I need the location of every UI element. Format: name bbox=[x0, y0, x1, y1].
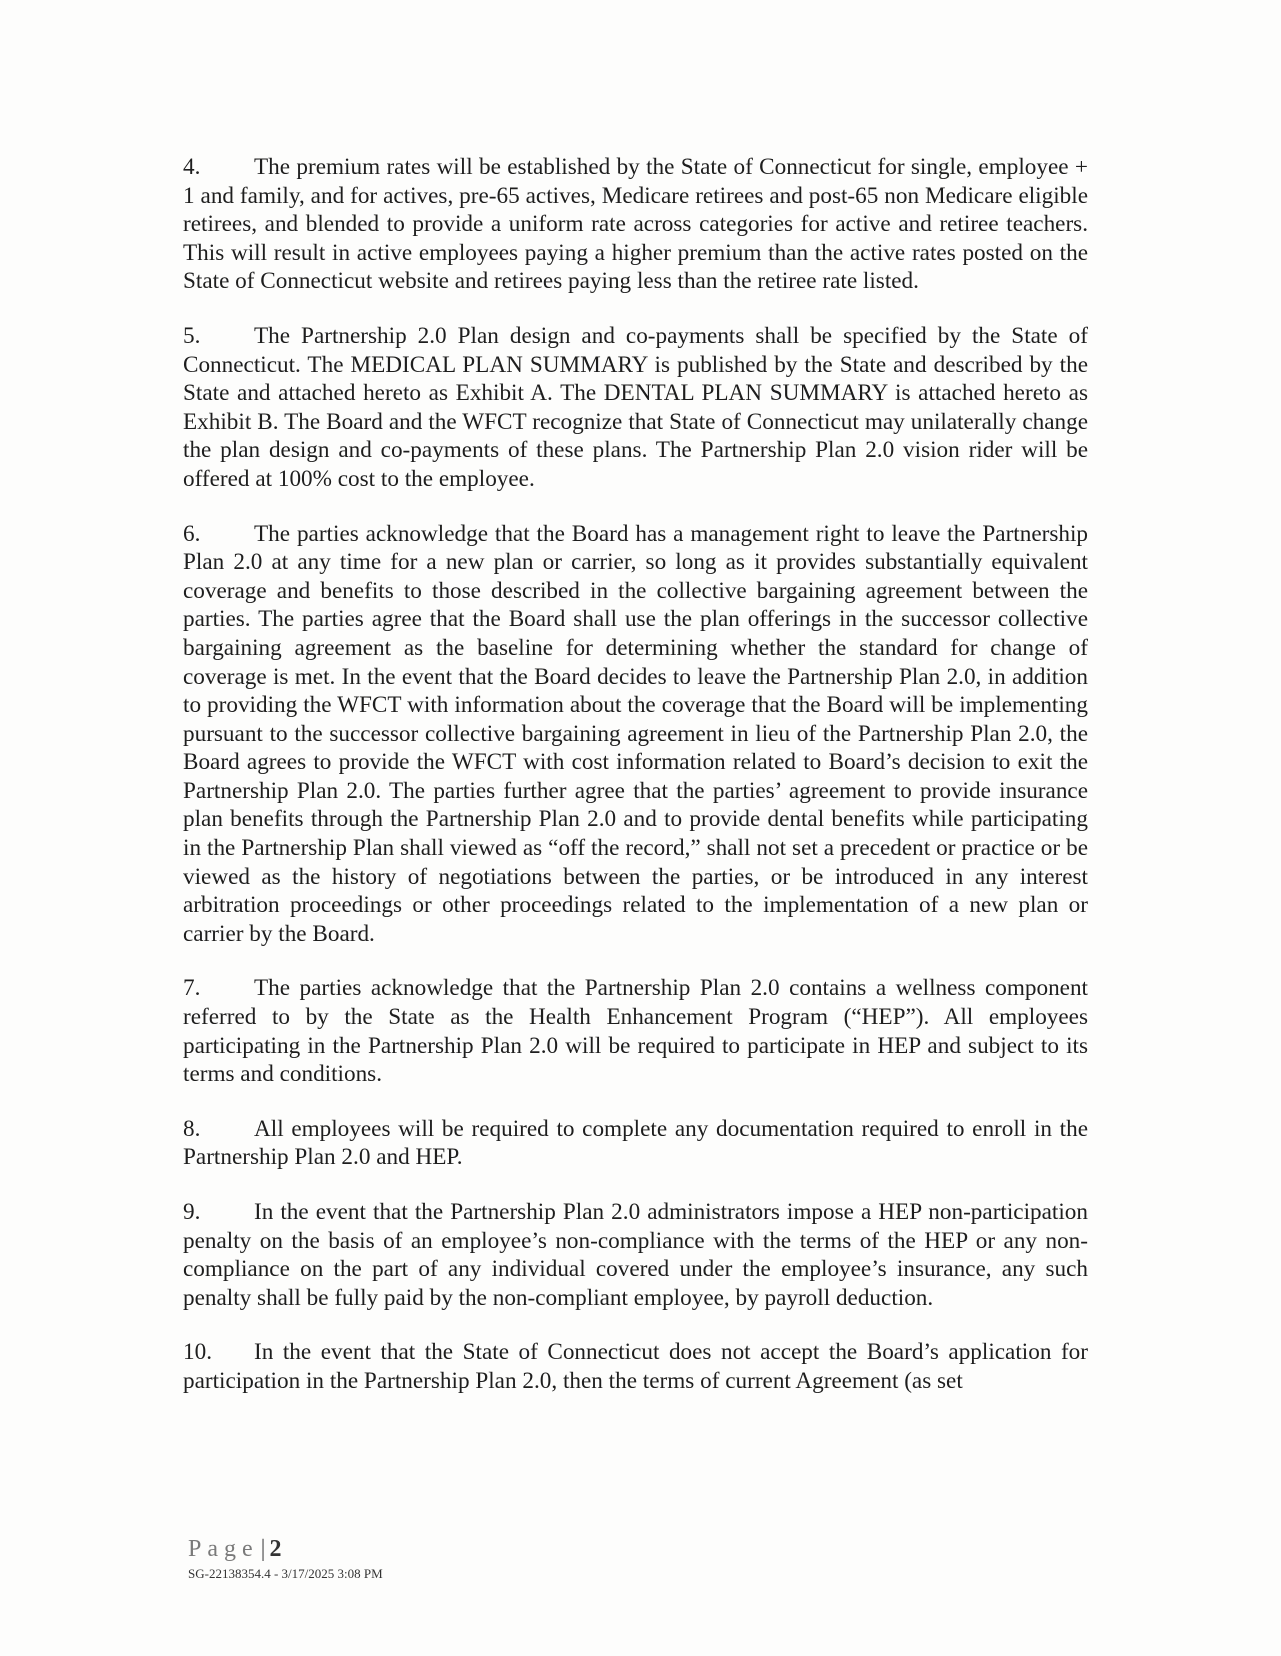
paragraph-number: 7. bbox=[183, 975, 201, 1002]
paragraph-8 bbox=[183, 1115, 1088, 1172]
page-indicator bbox=[188, 1535, 383, 1563]
paragraph-number: 5. bbox=[183, 322, 201, 349]
paragraph-7 bbox=[183, 974, 1088, 1088]
page-footer bbox=[188, 1535, 383, 1582]
paragraph-number: 8. bbox=[183, 1115, 201, 1142]
paragraph-text: All employees will be required to complete any documentation required to enroll in the Partnership Plan 2.0 and HEP. bbox=[183, 1115, 1088, 1171]
paragraph-4 bbox=[183, 153, 1088, 296]
document-id: SG-22138354.4 - 3/17/2025 3:08 PM bbox=[188, 1566, 383, 1581]
paragraph-text: The parties acknowledge that the Board has a management right to leave the Partnership Plan 2.0 at any time for a new plan or carrier, so long as it provides substantially equivalent coverage and benefits to those described in the collective bargaining agreement between the parties. The parties agree that the Board shall use the plan offerings in the successor collective bargaining agreement as the baseline for determining whether the standard for change of coverage is met. In the event that the Board decides to leave the Partnership Plan 2.0, in addition to providing the WFCT with information about the coverage that the Board will be implementing pursuant to the successor collective bargaining agreement in lieu of the Partnership Plan 2.0, the Board agrees to provide the WFCT with cost information related to Board’s decision to exit the Partnership Plan 2.0. The parties further agree that the parties’ agreement to provide insurance plan benefits through the Partnership Plan 2.0 and to provide dental benefits while participating in the Partnership Plan shall viewed as “off the record,” shall not set a precedent or practice or be viewed as the history of negotiations between the parties, or be introduced in any interest arbitration proceedings or other proceedings related to the implementation of a new plan or carrier by the Board. bbox=[183, 520, 1088, 947]
paragraph-text: In the event that the Partnership Plan 2.0 administrators impose a HEP non-participation penalty on the basis of an employee’s non-compliance with the terms of the HEP or any non-compliance on the part of any individual covered under the employee’s insurance, any such penalty shall be fully paid by the non-compliant employee, by payroll deduction. bbox=[183, 1199, 1088, 1311]
document-body bbox=[183, 153, 1088, 1422]
page-label: Page bbox=[188, 1536, 259, 1562]
paragraph-9 bbox=[183, 1198, 1088, 1312]
page-number: 2 bbox=[269, 1536, 282, 1562]
paragraph-number: 9. bbox=[183, 1199, 201, 1225]
paragraph-text: The Partnership 2.0 Plan design and co-payments shall be specified by the State of Connecticut. The MEDICAL PLAN SUMMARY is published by the State and described by the State and attached hereto as Exhibit A. The DENTAL PLAN SUMMARY is attached hereto as Exhibit B. The Board and the WFCT recognize that State of Connecticut may unilaterally change the plan design and co-payments of these plans. The Partnership Plan 2.0 vision rider will be offered at 100% cost to the employee. bbox=[183, 322, 1088, 492]
paragraph-6 bbox=[183, 520, 1088, 949]
paragraph-10 bbox=[183, 1338, 1088, 1395]
paragraph-number: 10. bbox=[183, 1339, 212, 1366]
paragraph-number: 6. bbox=[183, 520, 201, 547]
paragraph-number: 4. bbox=[183, 154, 201, 180]
paragraph-text: The premium rates will be established by the State of Connecticut for single, employee + 1 and family, and for actives, pre-65 actives, Medicare retirees and post-65 non Medicare eligible retirees, and blended to provide a uniform rate across categories for active and retiree teachers. This will result in active employees paying a higher premium than the active rates posted on the State of Connecticut website and retirees paying less than the retiree rate listed. bbox=[183, 154, 1088, 295]
paragraph-text: In the event that the State of Connecticut does not accept the Board’s application for participation in the Partnership Plan 2.0, then the terms of current Agreement (as set bbox=[183, 1339, 1088, 1394]
page-separator: | bbox=[260, 1536, 266, 1562]
paragraph-5 bbox=[183, 322, 1088, 494]
paragraph-text: The parties acknowledge that the Partnership Plan 2.0 contains a wellness component referred to by the State as the Health Enhancement Program (“HEP”). All employees participating in the Partnership Plan 2.0 will be required to participate in HEP and subject to its terms and conditions. bbox=[183, 975, 1088, 1088]
